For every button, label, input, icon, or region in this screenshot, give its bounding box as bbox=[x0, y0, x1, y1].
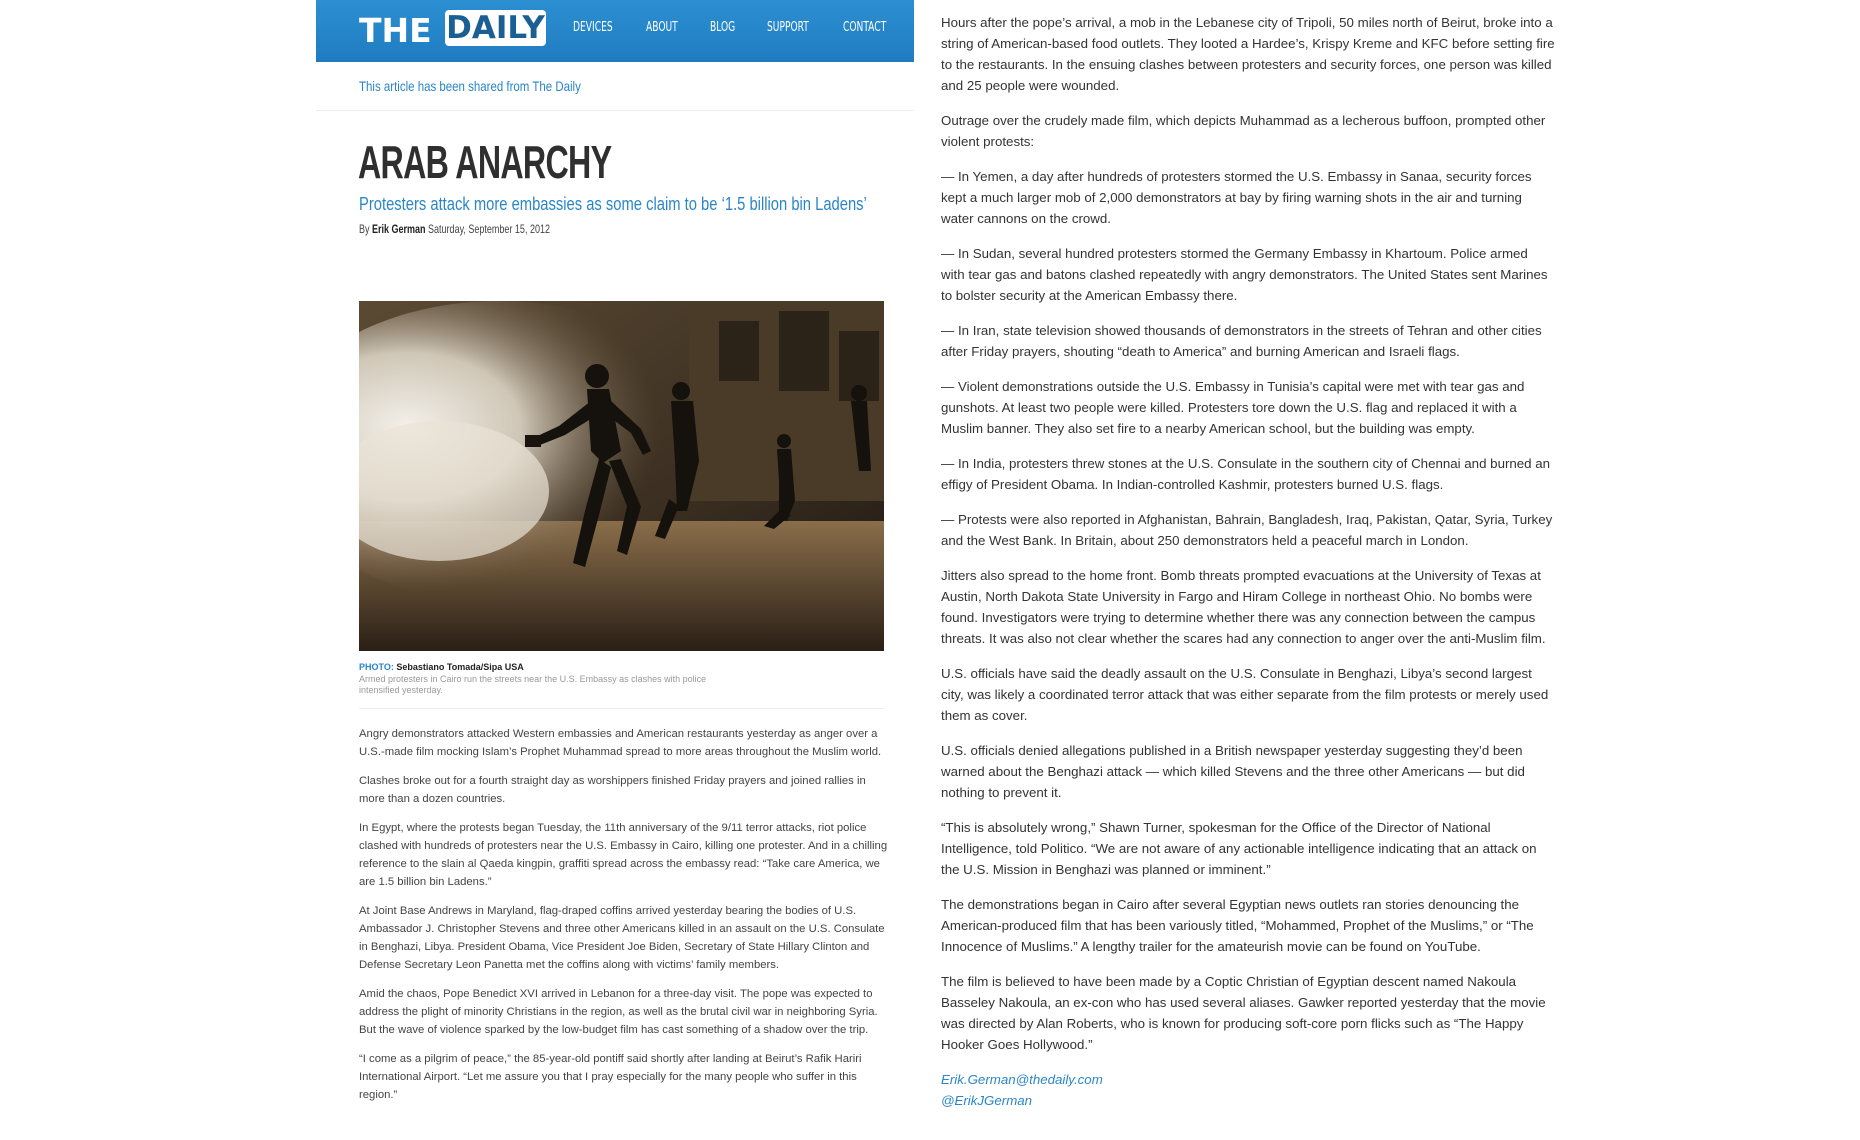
paragraph: “This is absolutely wrong,” Shawn Turner, spokesman for the Office of the Director of National Intelligence, told Politico. “We are not aware of any actionable intelligence indicating that an attack on the U.S. Mission in Benghazi was planned or imminent.” bbox=[941, 820, 1537, 877]
paragraph: Amid the chaos, Pope Benedict XVI arrived in Lebanon for a three-day visit. The pope was expected to address the plight of minority Christians in the region, as well as the brutal civil war in neighboring Syria. But the wave of violence sparked by the low-budget film has cast something of a shadow over the trip. bbox=[359, 988, 878, 1036]
paragraph: Hours after the pope’s arrival, a mob in the Lebanese city of Tripoli, 50 miles north of Beirut, broke into a string of American-based food outlets. They looted a Hardee’s, Krispy Kreme and KFC before setting fire to the restaurants. In the ensuing clashes between protesters and security forces, one person was killed and 25 people were wounded. bbox=[941, 15, 1555, 93]
paragraph: Outrage over the crudely made film, which depicts Muhammad as a lecherous buffoon, prompted other violent protests: bbox=[941, 113, 1546, 149]
paragraph: — Protests were also reported in Afghanistan, Bahrain, Bangladesh, Iraq, Pakistan, Qatar, Syria, Turkey and the West Bank. In Britain, about 250 demonstrators held a peaceful march in London. bbox=[941, 512, 1553, 548]
paragraph: Clashes broke out for a fourth straight day as worshippers finished Friday prayers and joined rallies in more than a dozen countries. bbox=[359, 775, 866, 805]
article-byline bbox=[359, 222, 550, 236]
paragraph: In Egypt, where the protests began Tuesday, the 11th anniversary of the 9/11 terror attacks, riot police clashed with hundreds of protesters near the U.S. Embassy in Cairo, killing one protester. And in a chilling reference to the slain al Qaeda kingpin, graffiti spread across the embassy read: “Take care America, we are 1.5 billion bin Ladens.” bbox=[359, 822, 888, 888]
nav-devices[interactable]: DEVICES bbox=[573, 20, 613, 35]
paragraph: — In Sudan, several hundred protesters stormed the Germany Embassy in Khartoum. Police armed with tear gas and batons clashed repeatedly with angry demonstrators. The United States sent Marines to bolster security at the American Embassy there. bbox=[941, 246, 1548, 303]
paragraph: Angry demonstrators attacked Western embassies and American restaurants yesterday as anger over a U.S.-made film mocking Islam’s Prophet Muhammad spread to more areas throughout the Muslim world. bbox=[359, 728, 882, 758]
paragraph: At Joint Base Andrews in Maryland, flag-draped coffins arrived yesterday bearing the bodies of U.S. Ambassador J. Christopher Stevens and three other Americans killed in an assault on the U.S. Consulate in Benghazi, Libya. President Obama, Vice President Joe Biden, Secretary of State Hillary Clinton and Defense Secretary Leon Panetta met the coffins along with victims’ family members. bbox=[359, 905, 885, 971]
nav-support[interactable]: SUPPORT bbox=[767, 20, 809, 35]
paragraph: — In Yemen, a day after hundreds of protesters stormed the U.S. Embassy in Sanaa, security forces kept a much larger mob of 2,000 demonstrators at bay by firing warning shots in the air and turning water cannons on the crowd. bbox=[941, 169, 1532, 226]
photo-credit-label: PHOTO: bbox=[359, 662, 394, 672]
top-navigation-bar bbox=[316, 0, 914, 62]
paragraph: — Violent demonstrations outside the U.S. Embassy in Tunisia’s capital were met with tear gas and gunshots. At least two people were killed. Protesters tore down the U.S. flag and replaced it with a Muslim banner. They also set fire to a nearby American school, but the building was empty. bbox=[941, 379, 1525, 436]
paragraph: U.S. officials have said the deadly assault on the U.S. Consulate in Benghazi, Libya’s second largest city, was likely a coordinated terror attack that was either separate from the film protests or merely used them as cover. bbox=[941, 666, 1549, 723]
paragraph: — In India, protesters threw stones at the U.S. Consulate in the southern city of Chennai and burned an effigy of President Obama. In Indian-controlled Kashmir, protesters burned U.S. flags. bbox=[941, 456, 1551, 492]
author-email-link[interactable]: Erik.German@thedaily.com bbox=[941, 1072, 1103, 1087]
photo-caption bbox=[359, 662, 884, 696]
article-photo[interactable] bbox=[359, 301, 884, 651]
photo-credit bbox=[359, 662, 884, 672]
article-headline: ARAB ANARCHY bbox=[358, 136, 612, 188]
nav-about[interactable]: ABOUT bbox=[646, 20, 678, 35]
paragraph: — In Iran, state television showed thousands of demonstrators in the streets of Tehran and other cities after Friday prayers, shouting “death to America” and burning American and Israeli flags. bbox=[941, 323, 1542, 359]
left-column bbox=[316, 0, 914, 1140]
article-deck: Protesters attack more embassies as some claim to be ‘1.5 billion bin Ladens’ bbox=[359, 194, 867, 214]
paragraph: The demonstrations began in Cairo after several Egyptian news outlets ran stories denouncing the American-produced film that has been variously titled, “Mohammed, Prophet of the Muslims,” or “The Innocence of Muslims.” A lengthy trailer for the amateurish movie can be found on YouTube. bbox=[941, 897, 1534, 954]
article-body-right bbox=[941, 12, 1555, 1111]
paragraph: “I come as a pilgrim of peace,” the 85-year-old pontiff said shortly after landing at Beirut’s Rafik Hariri International Airport. “Let me assure you that I pray especially for the many people who suffer in this region.” bbox=[359, 1053, 862, 1101]
nav-blog[interactable]: BLOG bbox=[710, 20, 736, 35]
byline-prefix: By bbox=[359, 222, 373, 236]
paragraph: Jitters also spread to the home front. Bomb threats prompted evacuations at the University of Texas at Austin, North Dakota State University in Fargo and Hiram College in northeast Ohio. No bombs were found. Investigators were trying to determine whether there was any connection between the campus threats. It was also not clear whether the scares had any connection to anger over the anti-Muslim film. bbox=[941, 568, 1546, 646]
photo-caption-text: Armed protesters in Cairo run the streets near the U.S. Embassy as clashes with police intensified yesterday. bbox=[359, 674, 707, 695]
photo-credit-name: Sebastiano Tomada/Sipa USA bbox=[396, 662, 524, 672]
divider bbox=[316, 110, 914, 111]
author-twitter-link[interactable]: @ErikJGerman bbox=[941, 1093, 1033, 1108]
logo-daily[interactable]: DAILY bbox=[446, 10, 545, 46]
shared-notice[interactable]: This article has been shared from The Daily bbox=[359, 78, 581, 94]
divider bbox=[359, 708, 884, 709]
paragraph: U.S. officials denied allegations published in a British newspaper yesterday suggesting they’d been warned about the Benghazi attack — which killed Stevens and the three other Americans — but did nothing to prevent it. bbox=[941, 743, 1525, 800]
paragraph: The film is believed to have been made by a Coptic Christian of Egyptian descent named Nakoula Basseley Nakoula, an ex-con who has used several aliases. Gawker reported yesterday that the movie was directed by Alan Roberts, who is known for producing soft-core porn flicks such as “The Happy Hooker Goes Hollywood.” bbox=[941, 974, 1546, 1052]
article-date: Saturday, September 15, 2012 bbox=[428, 222, 550, 236]
nav-contact[interactable]: CONTACT bbox=[843, 20, 887, 35]
logo-the[interactable]: THE bbox=[359, 11, 432, 50]
author-name[interactable]: Erik German bbox=[372, 222, 426, 236]
article-body-left bbox=[359, 725, 889, 1115]
